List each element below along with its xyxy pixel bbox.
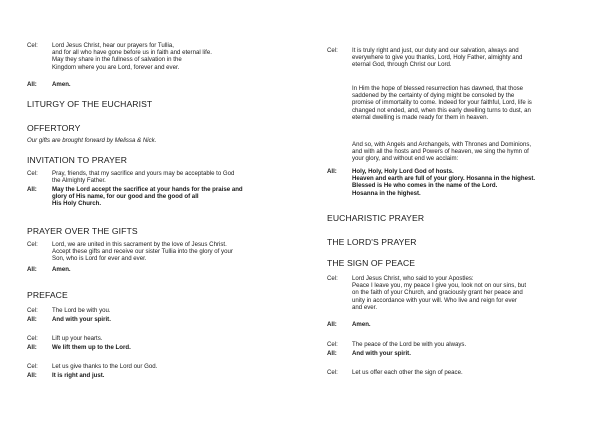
text-line: saddened by the certainty of dying might be consoled by the bbox=[352, 92, 515, 100]
text-line: changed not ended, and, when this early dwelling turns to dust, an bbox=[352, 106, 531, 114]
text-line: glory of His name, for our good and the good of all bbox=[52, 193, 199, 201]
text-line: In Him the hope of blessed resurrection has dawned, that those bbox=[352, 85, 524, 92]
text-line: and ever. bbox=[352, 303, 378, 311]
text-line: We lift them up to the Lord. bbox=[52, 344, 131, 351]
text-line: promise of immortality to come. Indeed for your faithful, Lord, life is bbox=[352, 99, 532, 107]
text-line: Let us give thanks to the Lord our God. bbox=[52, 363, 158, 370]
text-line: Amen. bbox=[352, 321, 371, 328]
text-line: Lord, we are united in this sacrament by the love of Jesus Christ. bbox=[52, 241, 227, 248]
speaker-label: Cel: bbox=[27, 241, 38, 248]
text-line: eternal dwelling is made ready for them in heaven. bbox=[352, 113, 489, 121]
speaker-label: All: bbox=[27, 186, 37, 193]
speaker-label: Cel: bbox=[27, 335, 38, 342]
speaker-label: Cel: bbox=[27, 42, 38, 49]
text-line: Lift up your hearts. bbox=[52, 335, 103, 342]
speaker-label: Cel: bbox=[27, 170, 38, 177]
speaker-label: All: bbox=[27, 372, 37, 379]
text-line: eternal God, through Christ our Lord. bbox=[352, 61, 452, 69]
text-line: on the faith of your Church, and graciously grant her peace and bbox=[352, 289, 523, 297]
text-line: The peace of the Lord be with you always. bbox=[352, 341, 467, 348]
text-line: The Lord be with you. bbox=[52, 307, 111, 314]
offertory-note: Our gifts are brought forward by Melissa & Nick. bbox=[27, 137, 157, 144]
text-line: His Holy Church. bbox=[52, 200, 102, 208]
speaker-label: Cel: bbox=[327, 341, 338, 348]
speaker-label: Cel: bbox=[327, 369, 338, 376]
speaker-label: All: bbox=[327, 321, 337, 328]
text-line: Lord Jesus Christ, who said to your Apostles: bbox=[352, 275, 474, 282]
speaker-label: All: bbox=[327, 350, 337, 357]
text-line: the Almighty Father. bbox=[52, 177, 106, 185]
speaker-label: Cel: bbox=[327, 47, 338, 54]
text-line: Let us offer each other the sign of peace. bbox=[352, 369, 463, 376]
speaker-label: Cel: bbox=[27, 363, 38, 370]
text-line: May the Lord accept the sacrifice at your hands for the praise and bbox=[52, 186, 243, 193]
text-line: Heaven and earth are full of your glory. Hosanna in the highest. bbox=[352, 175, 536, 183]
text-line: Kingdom where you are Lord, forever and ever. bbox=[52, 63, 180, 71]
text-line: And with your spirit. bbox=[52, 316, 111, 323]
text-line: Lord Jesus Christ, hear our prayers for Tullia, bbox=[52, 42, 174, 49]
heading-invitation: INVITATION TO PRAYER bbox=[27, 155, 128, 165]
speaker-label: All: bbox=[27, 266, 37, 273]
speaker-label: Cel: bbox=[27, 307, 38, 314]
text-line: Holy, Holy, Holy Lord God of hosts. bbox=[352, 168, 454, 175]
text-line: and for all who have gone before us in faith and eternal life. bbox=[52, 49, 212, 57]
text-line: And with your spirit. bbox=[352, 350, 411, 357]
speaker-label: All: bbox=[27, 316, 37, 323]
text-line: Amen. bbox=[52, 81, 71, 88]
heading-lords-prayer: THE LORD'S PRAYER bbox=[327, 237, 417, 247]
text-line: Son, who is Lord for ever and ever. bbox=[52, 255, 147, 263]
text-line: your glory, and without end we acclaim: bbox=[352, 155, 459, 163]
heading-offertory: OFFERTORY bbox=[27, 123, 81, 133]
text-line: And so, with Angels and Archangels, with Thrones and Dominions, bbox=[352, 141, 532, 148]
text-line: Peace I leave you, my peace I give you, look not on our sins, but bbox=[352, 282, 527, 290]
text-line: Accept these gifts and receive our sister Tullia into the glory of your bbox=[52, 248, 233, 256]
heading-eucharistic-prayer: EUCHARISTIC PRAYER bbox=[327, 213, 425, 223]
heading-gifts: PRAYER OVER THE GIFTS bbox=[27, 226, 138, 236]
speaker-label: All: bbox=[27, 344, 37, 351]
text-line: It is truly right and just, our duty and our salvation, always and bbox=[352, 47, 519, 54]
text-line: May they share in the fullness of salvation in the bbox=[52, 56, 182, 64]
speaker-label: All: bbox=[327, 168, 337, 175]
text-line: everywhere to give you thanks, Lord, Holy Father, almighty and bbox=[352, 54, 523, 62]
speaker-label: All: bbox=[27, 81, 37, 88]
text-line: unity in accordance with your will. Who live and reign for ever bbox=[352, 296, 517, 304]
text-line: Pray, friends, that my sacrifice and yours may be acceptable to God bbox=[52, 170, 235, 177]
speaker-label: Cel: bbox=[327, 275, 338, 282]
text-line: Amen. bbox=[52, 266, 71, 273]
heading-preface: PREFACE bbox=[27, 290, 68, 300]
text-line: Blessed is He who comes in the name of the Lord. bbox=[352, 182, 498, 190]
text-line: Hosanna in the highest. bbox=[352, 189, 421, 197]
heading-sign-of-peace: THE SIGN OF PEACE bbox=[327, 258, 416, 268]
heading-liturgy: LITURGY OF THE EUCHARIST bbox=[27, 99, 153, 109]
text-line: It is right and just. bbox=[52, 372, 105, 379]
text-line: and with all the hosts and Powers of heaven, we sing the hymn of bbox=[352, 148, 529, 156]
